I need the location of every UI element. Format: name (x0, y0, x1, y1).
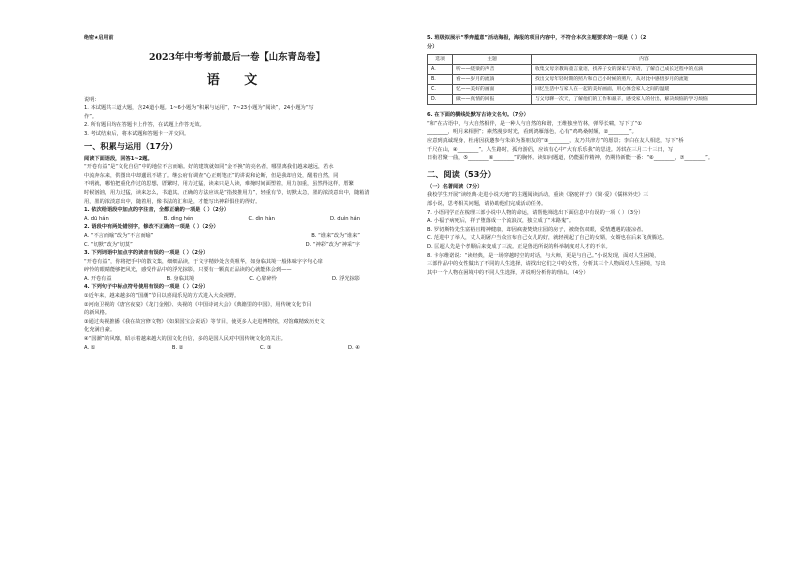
table-header: 主题 (453, 55, 532, 65)
question-text: 其中一个人物在困境中的不同人生选择，并说明分析你的理由。（4分） (427, 269, 589, 276)
instructions (84, 96, 390, 139)
option-c[interactable]: C. 心扉碎怜 (249, 275, 277, 282)
question-text: ④“国潮”的风靡，昭示着越来越大的国文化自信，多的是国人民对中国传统文化的关注。 (84, 336, 286, 343)
table-cell: D. (428, 95, 453, 105)
question-text: 日衔君聚一曲，⑤________⑥________”的胸怀。读如问题道，仍能振作精神，仍期待新能一番：“⑥________，⑦________”。 (427, 155, 714, 162)
option-c[interactable]: C. “切默”改为“切莫” (84, 241, 133, 248)
question-text: 8. 卡尔维诺说：“读经典，是一场穿越时空的对话，与大师，更是与自己。”小说发现，面对人生困境， (427, 252, 660, 259)
question-text: 化充满自豪。 (84, 327, 116, 334)
option-b[interactable]: B. dìng hén (163, 215, 194, 222)
subsection-text: 我校学生开展“读经典·走进小说天地”的主题阅读活动，重读《骆驼祥子》《简·爱》《儒林外史》三 (427, 192, 649, 199)
question-3 (84, 249, 390, 283)
instruction-item: 1. 本试题共三道大题，含24道小题。1~6小题为“积累与运用”，7~23小题为“阅读”，24小题为“写 (84, 105, 314, 112)
table-cell: 看——岁月的流淌 (453, 75, 532, 85)
option-c[interactable]: C. dìn hàn (248, 215, 275, 222)
table-header: 选项 (428, 55, 453, 65)
table-header-row (428, 55, 757, 65)
question-7 (427, 209, 757, 252)
question-options (84, 215, 390, 224)
right-column (427, 34, 757, 277)
passage-line: 中流奔东来，供图出中却邋讯不堪了。继公府有调查“心正则笔正”的讲说和论断，但是我却自处，醒着自然，同 (84, 172, 339, 179)
subject-title: 语 文 (206, 72, 268, 88)
question-text: 三部作品中的女性做出了不同的人生选择，请找出它们之中的女性，分析其三个人物面对人生困境，写出 (427, 261, 666, 268)
question-text: 的新风格。 (84, 310, 110, 317)
option-a[interactable]: A. “不言而喻”改为“不言而喻” (84, 232, 154, 239)
option-b[interactable]: B. 身临其境 (166, 275, 195, 282)
instruction-item: 3. 考试结束后，将本试题和答题卡一并交回。 (84, 130, 190, 137)
question-text: ①近年来，越来越多的“国潮”节目以喜闻乐见的方式进入大众视野。 (84, 293, 240, 300)
option-c[interactable]: C. ③ (259, 344, 272, 351)
question-text: “和”在古语中，与大自然相伴，是一种人与自然的和谐，王维独坐竹林，弹琴长啸，写下了“① (427, 120, 643, 127)
question-text: “开卷有益”，你将把手中的散文集，细细品读，于文字精妙处含英咀华，如身临其境一般体味字字句心扉 (84, 258, 323, 265)
question-options (84, 232, 390, 241)
question-stem: 4. 下列句子中标点符号使用有误的一项是（ ）（2分） (84, 284, 209, 291)
table-row (428, 65, 757, 75)
question-text: 千尺在山，④________”。人生路时，孤舟游侣，应该有心中“大有乐乐我”的思进。苏轼在三月二十三日，写 (427, 146, 674, 153)
option-d[interactable]: D. ④ (348, 344, 360, 351)
option-d[interactable]: D. duìn hán (329, 215, 360, 222)
table-row (428, 95, 757, 105)
option-a[interactable]: A. 小福子病死后，祥子堕落成一个流浪汉，独立成了“末路鬼”。 (427, 218, 575, 225)
question-6 (427, 111, 757, 163)
passage-line: “开卷有益”是“文化自信”中的地位不言而喻。好的建筑就如同“金不换”的亮名者，哪里离我们越来越远，若水 (84, 164, 334, 171)
question-stem: 5. 班级拟展示“季奔蕴意”活动海报，海报的项目内容中，不符合本次主题要求的一项是（ ）（2 (427, 35, 647, 41)
question-text: ________，明月来相照”；素然漫步时光，看到鸿雁落色，心有“鸡鸣桑树颠，②________”。 (427, 129, 637, 136)
option-d[interactable]: D. 匡超人先是个孝顺后来变成了三流。正是鲁迅所说的科举制度对人才的不幸。 (427, 243, 611, 250)
table-cell: A. (428, 65, 453, 75)
question-stem: 1. 依次给语段中加点的字注音，全都正确的一项是（ ）（2分） (84, 207, 230, 214)
section-heading-1: 一、积累与运用（17分） (84, 140, 178, 151)
section-heading-2: 二、阅读（53分） (427, 168, 496, 179)
passage-line: 用，墨的浓淡意出中，随着用，像书法的汇和是，才能写出神彩俱佳的得好。 (84, 198, 261, 205)
passage (84, 163, 390, 206)
question-stem: 7. 小语同学正在梳理三部小说中人物的命运，请帮他筛选出下面信息中有误的一项（ ）（3分） (427, 209, 644, 216)
question-4 (84, 283, 390, 352)
instruction-item: 作”。 (84, 113, 98, 120)
question-text: 应意到真诚现身，杜甫因获邀参与朱弟为鉴朋友的“③________，友乃共津方”的愿景；李白在友人相送，写下“桥 (427, 137, 684, 144)
option-b[interactable]: B. “谁来”改为“谁来” (311, 232, 360, 239)
question-text: ③通过央视推播《我在故宫修文物》《如果国宝会说话》等节目，使更多人走进博物馆，对馆藏精致历史文 (84, 318, 325, 325)
table-header: 内容 (532, 55, 757, 65)
question-stem: 3. 下列词语中加点字的读音有误的一项是（ ）（2分） (84, 250, 209, 257)
instructions-heading: 说明： (84, 96, 100, 103)
option-a[interactable]: A. ① (84, 344, 96, 351)
table-cell: C. (428, 85, 453, 95)
option-b[interactable]: B. 罗切斯特先生富裕且精神健康，却因疯妻焚烧庄园的房子，被烧伤双眼，爱情遭遇的凄凉者。 (427, 226, 647, 233)
option-a[interactable]: A. 开卷有益 (84, 275, 112, 282)
table-cell: 忆——美好的画面 (453, 85, 532, 95)
table-cell: 听——绕梁的声音 (453, 65, 532, 75)
reading-intro: 阅读下面语段，回答1~2题。 (84, 155, 153, 162)
table-cell: 回忆生活中与家人在一起的美好画面，用心体会家人之间的温暖 (532, 85, 757, 95)
question-options (84, 275, 390, 284)
table-cell: B. (428, 75, 453, 85)
question-text: 碎怜的眼睛能够把风光，感受作品中的浮光掠影，只要有一颗真正品读的心就能体会到—— (84, 267, 292, 274)
table-row (428, 75, 757, 85)
exam-title: 2023年中考考前最后一卷【山东青岛卷】 (148, 51, 326, 63)
subsection-heading: （一）名著阅读（7分） (427, 183, 483, 190)
left-column (84, 34, 390, 352)
option-b[interactable]: B. ② (171, 344, 184, 351)
secret-label: 绝密★启用前 (84, 35, 114, 41)
question-text: ②河南卫视的《唐宫夜宴》《龙门金刚》、央视的《中国诗词大会》《典籍里的中国》，用传统文化节目 (84, 301, 312, 308)
question-stem: 2. 语段中有两处错别字，修改不正确的一项是（ ）（2分） (84, 224, 219, 231)
option-c[interactable]: C. 范进中了举人，丈人胡屠户当众宣布自己女儿的好，就轻视起了自己的女婿，女婿也在后来飞黄腾达。 (427, 235, 668, 242)
option-d[interactable]: D. “神彩”改为“神采”字 (305, 241, 360, 248)
option-d[interactable]: D. 浮光掠影 (331, 275, 360, 282)
passage-line: 不明就，哪怕把重化作过的思想，厝繁时，用力过猛，读来只是人读，难掩时间面塑着，用力加重，虽然得这样，厝繁 (84, 181, 354, 188)
question-1 (84, 206, 390, 223)
question-stem: 6. 在下面的横线处默写古诗文名句。（7分） (427, 112, 529, 119)
question-5 (427, 34, 757, 105)
option-a[interactable]: A. dū hán (84, 215, 109, 222)
question-options (84, 344, 390, 353)
table-cell: 找出父母年轻时期的照片和自己小时候的照片，从对比中感悟岁月的流逝 (532, 75, 757, 85)
subsection-text: 部小说，思考相关问题，请协助他们完成活动任务。 (427, 200, 547, 207)
table-cell: 收集父母亲教诲童言童语，找养子女的深家与寄语，了解自己成长过程中的点滴 (532, 65, 757, 75)
passage-line: 时候汹汹，用力过猛，读来怎么，书道其。正确的方法应该是“指按推用力”，轻重有节，切默太急，墨的浓淡意出中，随箱清 (84, 189, 370, 196)
theme-table (427, 54, 757, 105)
instruction-item: 2. 所有题目均在答题卡上作答，在试题上作答无效。 (84, 122, 205, 129)
question-8 (427, 252, 757, 278)
question-2 (84, 223, 390, 249)
table-row (428, 85, 757, 95)
table-cell: 与父母聊一次天，了解他们的工作和艰辛，感受家人的付出，解决烦恼的学习烦恼 (532, 95, 757, 105)
question-stem-cont: 分） (427, 43, 438, 50)
question-options (84, 241, 390, 250)
table-cell: 做——真情的回报 (453, 95, 532, 105)
